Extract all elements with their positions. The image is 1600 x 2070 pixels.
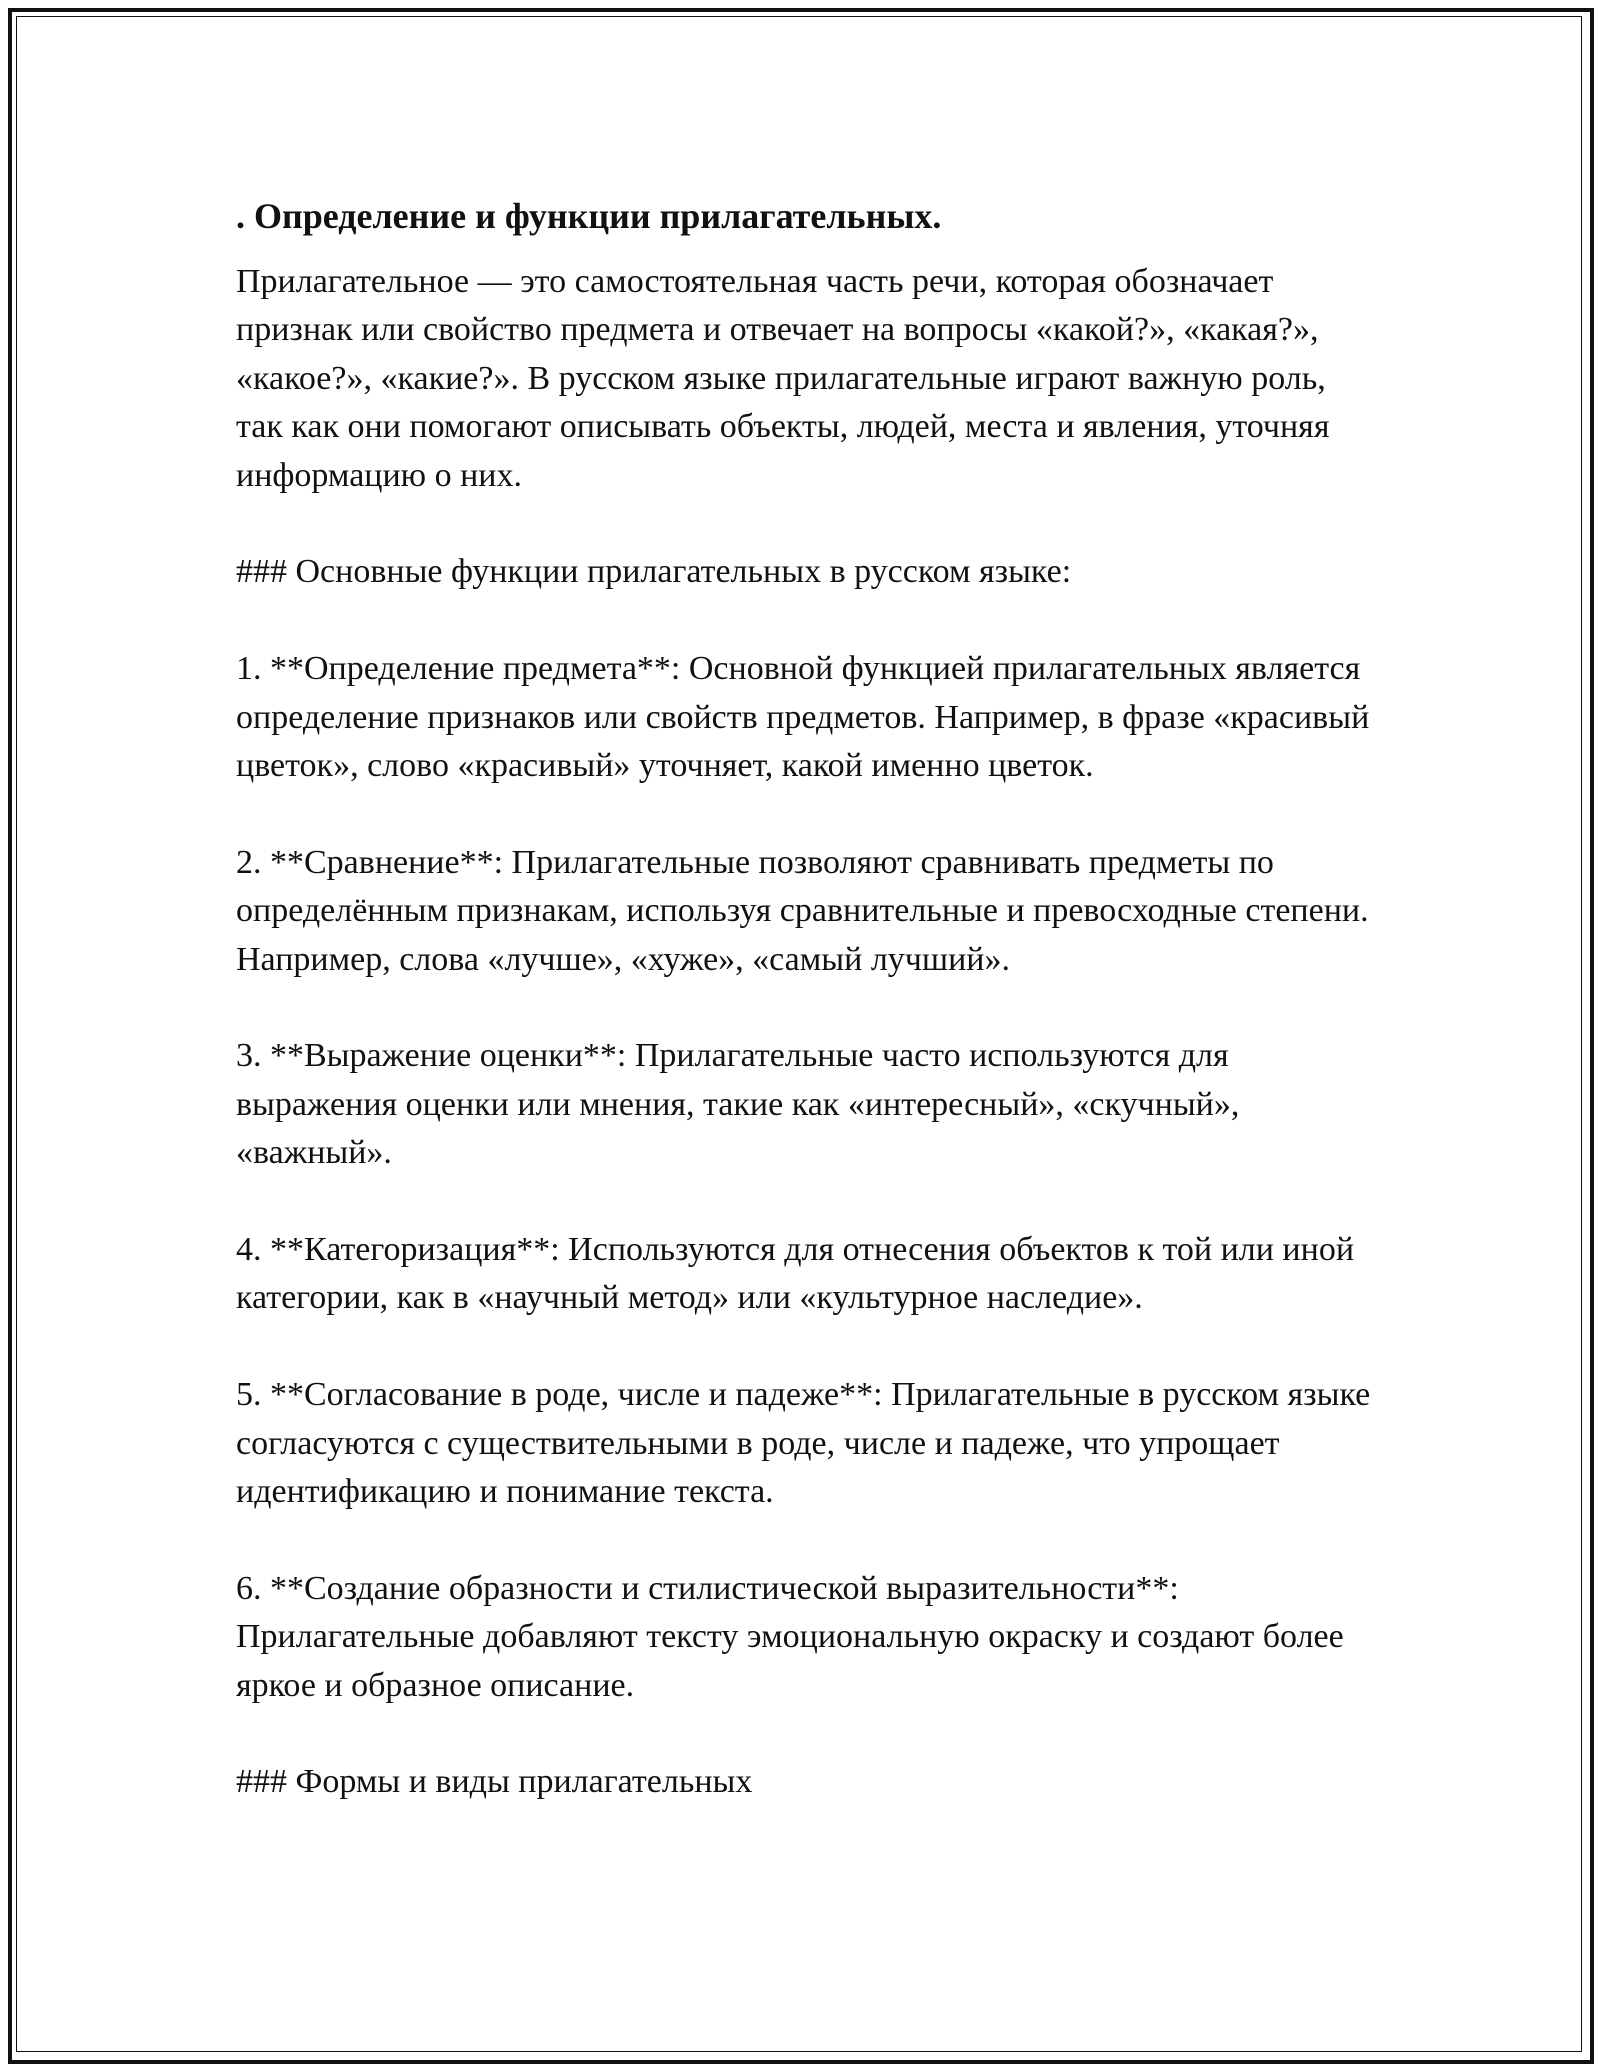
list-item-4: 4. **Категоризация**: Используются для отнесения объектов к той или иной категории, как в «научный метод» или «культурное наследие». [236, 1231, 1355, 1317]
list-item-3: 3. **Выражение оценки**: Прилагательные часто используются для выражения оценки или мнения, такие как «интересный», «скучный», «важный». [236, 1037, 1240, 1172]
list-item-1: 1. **Определение предмета**: Основной функцией прилагательных является определение признаков или свойств предметов. Например, в фразе «красивый цветок», слово «красивый» уточняет, какой именно цветок. [236, 650, 1370, 785]
section-heading-forms: ### Формы и виды прилагательных [236, 1763, 753, 1801]
list-item-2: 2. **Сравнение**: Прилагательные позволяют сравнивать предметы по определённым признакам, используя сравнительные и превосходные степени. Например, слова «лучше», «хуже», «самый лучший». [236, 843, 1369, 978]
document-body [236, 188, 1376, 1807]
document-title: . Определение и функции прилагательных. [236, 196, 942, 236]
list-item-6: 6. **Создание образности и стилистической выразительности**: Прилагательные добавляют тексту эмоциональную окраску и создают более яркое и образное описание. [236, 1569, 1344, 1704]
list-item-5: 5. **Согласование в роде, числе и падеже**: Прилагательные в русском языке согласуются с существительными в роде, числе и падеже, что упрощает идентификацию и понимание текста. [236, 1376, 1371, 1511]
paragraph-intro: Прилагательное — это самостоятельная часть речи, которая обозначает признак или свойство предмета и отвечает на вопросы «какой?», «какая?», «какое?», «какие?». В русском языке прилагательные играют важную роль, так как они помогают описывать объекты, людей, места и явления, уточняя информацию о них. [236, 263, 1330, 494]
section-heading-functions: ### Основные функции прилагательных в русском языке: [236, 553, 1072, 591]
